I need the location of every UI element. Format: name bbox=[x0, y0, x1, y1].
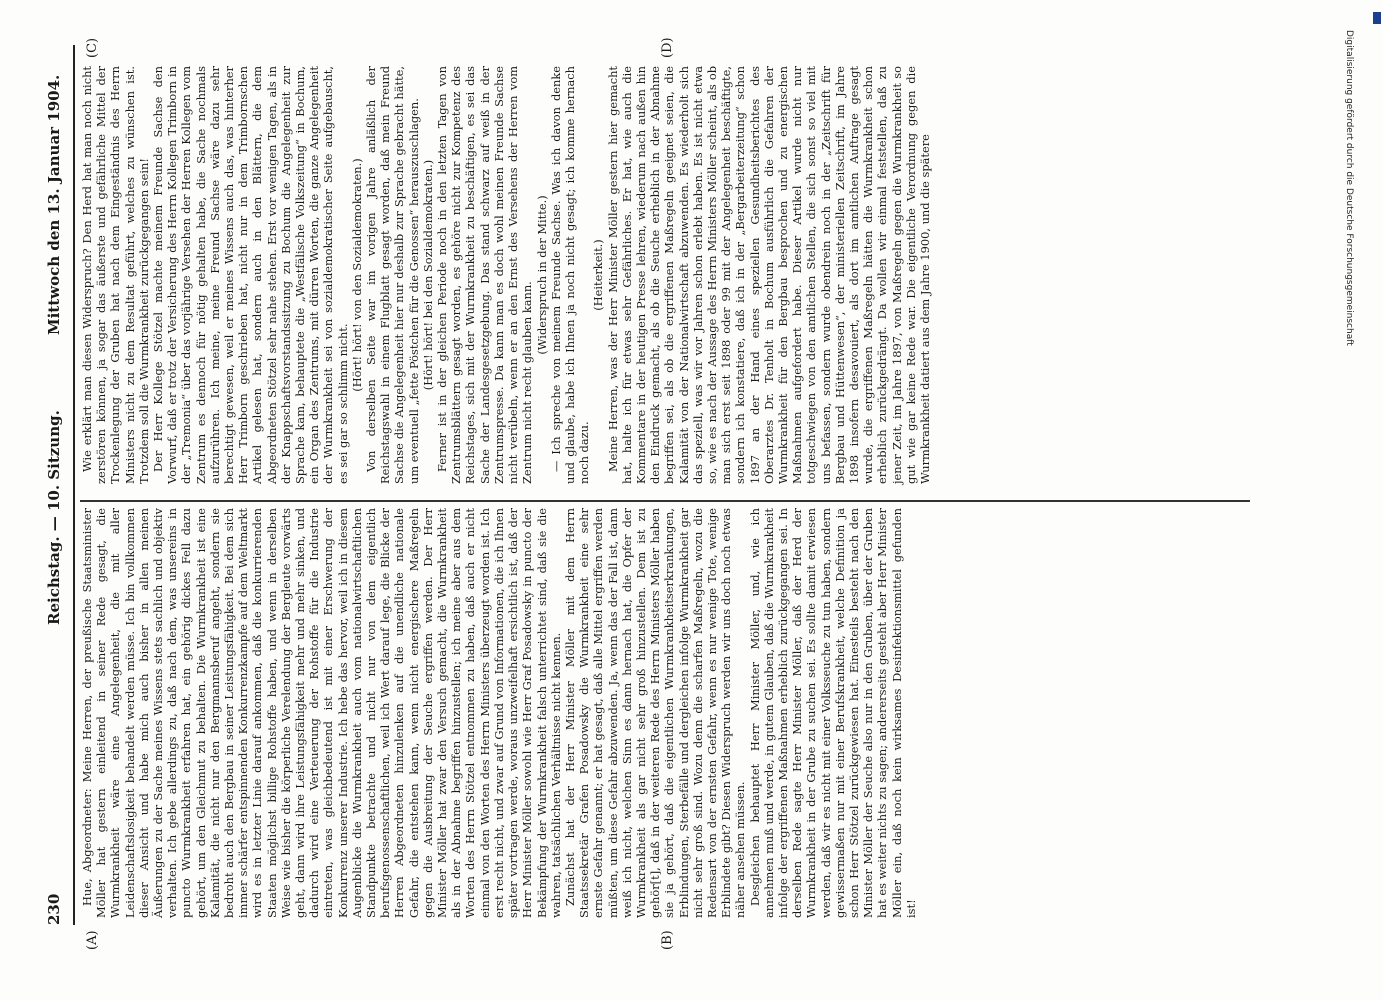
margin-marker-c: (C) bbox=[85, 37, 100, 58]
paragraph: Zunächst hat der Herr Minister Möller mit dem Herrn Staatssekretär Grafen Posadowsky die Wurmkrankheit eine sehr ernste Gefahr genannt; er hat gesagt, daß alle Mittel ergriffen werden müßten, um diese Gefahr abzuwenden. Ja, wenn das der Fall ist, dann weiß ich nicht, welchen Sinn es dann hernach hat, die Opfer der Wurmkrankheit als gar nicht sehr groß hinzustellen. Dem ist zu gehör[t], daß in der weiteren Rede des Herrn Ministers Möller haben sie ja gehört, daß die eigentlichen Wurmkrankheitserkrankungen, Erblindungen, Sterbefälle und dergleichen infolge Wurmkrankheit gar nicht sehr groß sind. Wozu denn die scharfen Maßregeln, wozu die Redensart von der ernsten Gefahr, wenn es nur wenige Tote, wenige Erblindete gibt? Diesen Widerspruch werden wir uns doch noch etwas näher ansehen müssen. bbox=[562, 508, 748, 918]
interjection: (Heiterkeit.) bbox=[591, 239, 606, 311]
session-date: Mittwoch den 13. Januar 1904. bbox=[45, 74, 63, 335]
right-text-column bbox=[80, 66, 932, 484]
paragraph: Meine Herren, was der Herr Minister Möller gestern hier gemacht hat, halte ich für etwas sehr Gefährliches. Er hat, wie auch die Kommentare in der heutigen Presse lehren, wiederum nach außen hin den Eindruck gemacht, als ob die Seuche erheblich in der Abnahme begriffen sei, als ob die ergriffenen Maßregeln geeignet seien, die Kalamität von der Nationalwirtschaft abzuwenden. Es wiederholt sich das speziell, was wir vor Jahren schon erlebt haben. Es ist nicht etwa so, wie es nach der Aussage des Herrn Ministers Möller scheint, als ob man sich erst seit 1898 oder 99 mit der Angelegenheit beschäftigte, sondern ich konstatiere, daß ich in der „Bergarbeiterzeitung“ schon 1897 an der Hand eines speziellen Gesundheitsberichtes des Oberarztes Dr. Tenholt in Bochum ausführlich die Gefahren der Wurmkrankheit für den Bergbau besprochen und zu energischen Maßnahmen aufgefordert habe. Dieser Artikel wurde nicht nur totgeschwiegen von den amtlichen Stellen, die sich sonst so viel mit uns befassen, sondern wurde obendrein noch in der „Zeitschrift für Bergbau und Hüttenwesen“, der ministeriellen Zeitschrift, im Jahre 1898 insofern desavouiert, als dort im amtlichen Auftrage gesagt wurde, die ergriffenen Maßregeln hätten die Wurmkrankheit schon erheblich zurückgedrängt. Da wollen wir einmal feststellen, daß zu jener Zeit, im Jahre 1897, von Maßregeln gegen die Wurmkrankheit so gut wie gar keine Rede war. Die eigentliche Verordnung gegen die Wurmkrankheit datiert aus dem Jahre 1900, und die spätere bbox=[605, 66, 932, 484]
paragraph: Der Herr Kollege Stötzel machte meinem Freunde Sachse den Vorwurf, daß er trotz der Versicherung des Herrn Kollegen Trimborn in der „Tremonia“ über das vorjährige Versehen der Herren Kollegen vom Zentrum es dennoch für nötig gehalten habe, die Sache nochmals aufzurühren. Ich meine, meine Freund Sachse wäre dazu sehr berechtigt gewesen, weil er meines Wissens auch das, was hinterher Herr Trimborn geschrieben hat, nicht nur in dem Trimbornschen Artikel gelesen hat, sondern auch in den Blättern, die dem Abgeordneten Stötzel sehr nahe stehen. Erst vor wenigen Tagen, als in der Knappschaftsvorstandssitzung zu Bochum die Angelegenheit zur Sprache kam, behauptete die „Westfälische Volkszeitung“ in Bochum, ein Organ des Zentrums, mit dürren Worten, die ganze Angelegenheit der Wurmkrankheit sei von sozialdemokratischer Seite aufgebauscht, es sei gar so schlimm nicht. bbox=[151, 66, 350, 484]
margin-marker-d: (D) bbox=[660, 37, 675, 58]
running-title: Reichstag. — 10. Sitzung. bbox=[45, 410, 63, 625]
page-number: 230 bbox=[45, 893, 63, 925]
column-divider bbox=[80, 500, 1250, 502]
interjection: (Hört! hört! von den Sozialdemokraten.) bbox=[349, 158, 364, 392]
margin-marker-b: (B) bbox=[660, 930, 675, 950]
paragraph: — Ich spreche von meinem Freunde Sachse. Was ich davon denke und glaube, habe ich Ihnen ja noch nicht gesagt; ich komme hernach noch dazu. bbox=[548, 66, 592, 484]
dfg-logo bbox=[1373, 12, 1381, 24]
paragraph: Wie erklärt man diesen Widerspruch? Den Herd hat man noch nicht zerstören können, ja sogar das äußerste und gefährliche Mittel der Trockenlegung der Gruben hat nach dem Eingeständnis des Herrn Ministers nicht zu dem Resultat geführt, welches zu wünschen ist. Trotzdem soll die Wurmkrankheit zurückgegangen sein! bbox=[80, 66, 151, 484]
header-rule bbox=[73, 45, 75, 925]
digitization-note: Digitalisierung gefördert durch die Deutsche Forschungsgemeinschaft bbox=[1344, 30, 1354, 346]
paragraph: Von derselben Seite war im vorigen Jahre anläßlich der Reichstagswahl in einem Flugblatt gesagt worden, daß mein Freund Sachse die Angelegenheit hier nur deshalb zur Sprache gebracht hätte, um eventuell „fette Pöstchen für die Genossen“ herauszuschlagen. bbox=[364, 66, 421, 484]
interjection: (Hört! hört! bei den Sozialdemokraten.) bbox=[420, 159, 435, 391]
paragraph: Hue, Abgeordneter: Meine Herren, der preußische Staatsminister Möller hat gestern einleitend in seiner Rede gesagt, die Wurmkrankheit wäre eine Angelegenheit, die mit aller Leidenschaftslosigkeit behandelt werden müsse. Ich bin vollkommen dieser Ansicht und habe mich auch bisher in allen meinen Äußerungen zu der Sache meines Wissens stets sachlich und objektiv verhalten. Ich gebe allerdings zu, daß nach dem, was unsereins in puncto Wurmkrankheit erfahren hat, ein gehörig dickes Fell dazu gehört, um den Gleichmut zu behalten. Die Wurmkrankheit ist eine Kalamität, die nicht nur den Bergmannsberuf angeht, sondern sie bedroht auch den Bergbau in seiner Leistungsfähigkeit. Bei dem sich immer schärfer entspinnenden Konkurrenzkampfe auf dem Weltmarkt wird es in letzter Linie darauf ankommen, daß die konkurrierenden Staaten möglichst billige Rohstoffe haben, und wenn in derselben Weise wie bisher die körperliche Verelendung der Bergleute vorwärts geht, dann wird ihre Leistungsfähigkeit mehr und mehr sinken, und dadurch wird eine Verteuerung der Rohstoffe für die Industrie eintreten, was gleichbedeutend ist mit einer Erschwerung der Konkurrenz unserer Industrie. Ich hebe das hervor, weil ich in diesem Augenblicke die Wurmkrankheit auch vom nationalwirtschaftlichen Standpunkte betrachte und nicht nur von dem eigentlich berufsgenossenschaftlichen, weil ich Wert darauf lege, die Blicke der Herren Abgeordneten hinzulenken auf die unendliche nationale Gefahr, die entstehen kann, wenn nicht energischere Maßregeln gegen die Ausbreitung der Seuche ergriffen werden. Der Herr Minister Möller hat zwar den Versuch gemacht, die Wurmkrankheit als in der Abnahme begriffen hinzustellen; ich meine aber aus dem Worten des Herrn Stötzel entnommen zu haben, daß auch er nicht einmal von den Worten des Herrn Ministers überzeugt worden ist. Ich erst recht nicht, und zwar auf Grund von Informationen, die ich Ihnen später vortragen werde, woraus unzweifelhaft ersichtlich ist, daß der Herr Minister Möller sowohl wie Herr Graf Posadowsky in puncto der Bekämpfung der Wurmkrankheit falsch unterrichtet sind, daß sie die wahren, tatsächlichen Verhältnisse nicht kennen. bbox=[80, 508, 563, 918]
interjection: (Widerspruch in der Mitte.) bbox=[534, 195, 549, 355]
margin-marker-a: (A) bbox=[85, 930, 100, 950]
paragraph: Desgleichen behauptet Herr Minister Möller, und, wie ich annehmen muß und werde, in gutem Glauben, daß die Wurmkrankheit infolge der ergriffenen Maßnahmen erheblich zurückgegangen sei. In derselben Rede sagte Herr Minister Möller, daß der Herd der Wurmkrankheit in der Grube zu suchen sei. Es sollte damit erwiesen werden, daß wir es nicht mit einer Volksseuche zu tun haben, sondern gewissermaßen nur mit einer Berufskrankheit, welche Definition ja schon Herr Stötzel zurückgewiesen hat. Einesteils besteht nach den Minister Möller der Seuche also nur in den Gruben, über der Gruben hat es weiter nichts zu sagen; andererseits gesteht aber Herr Minister Möller ein, daß noch kein wirksames Desinfektionsmittel gefunden ist! bbox=[747, 508, 918, 918]
left-text-column bbox=[80, 508, 918, 918]
page-header bbox=[45, 45, 71, 925]
paragraph: Ferner ist in der gleichen Periode noch in den letzten Tagen von Zentrumsblättern gesagt worden, es gehöre nicht zur Kompetenz des Reichstages, sich mit der Wurmkrankheit zu beschäftigen, es sei das Sache der Landesgesetzgebung. Das stand schwarz auf weiß in der Zentrumspresse. Da kann man es doch wohl meinen Freunde Sachse nicht verübeln, wenn er an den Ernst des Versehens der Herren vom Zentrum nicht recht glauben kann. bbox=[435, 66, 535, 484]
